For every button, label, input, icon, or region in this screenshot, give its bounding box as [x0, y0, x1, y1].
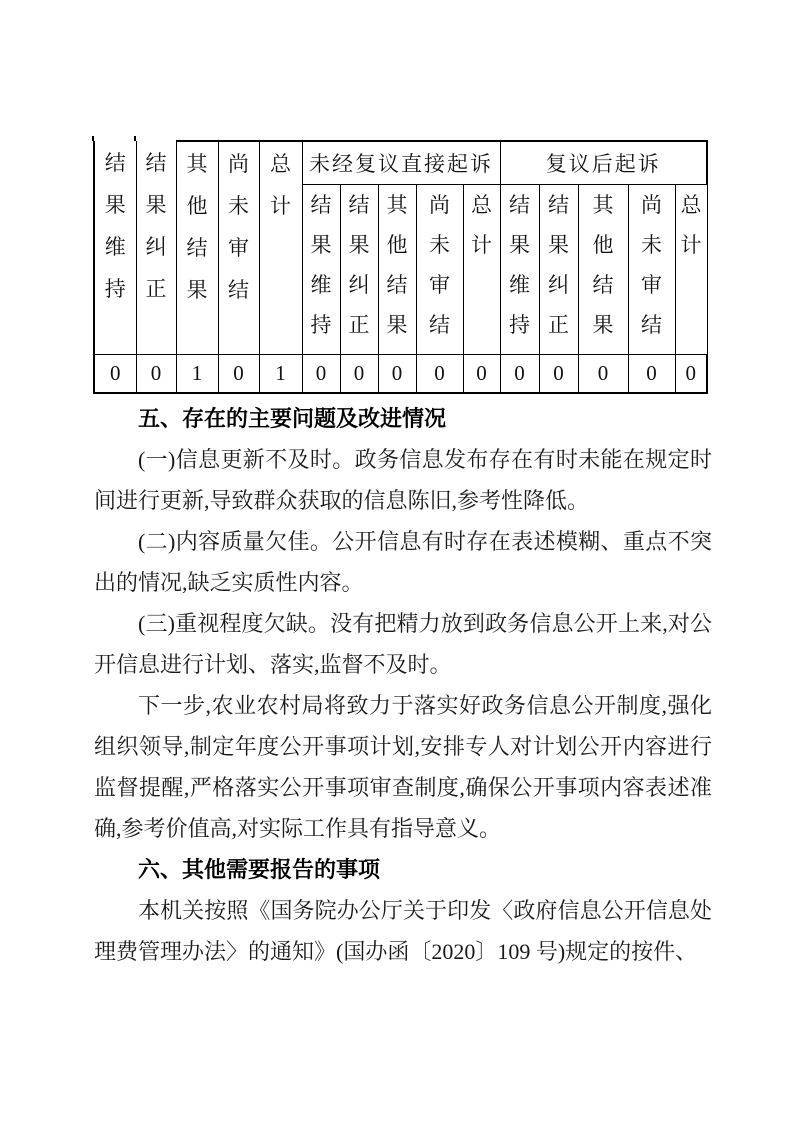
document-body [94, 398, 712, 972]
header-label: 尚未审结 [228, 152, 249, 302]
paragraph-issue-1: (一)信息更新不及时。政务信息发布存在有时未能在规定时间进行更新,导致群众获取的信息陈旧,参考性降低。 [94, 447, 712, 513]
subheader-other-result [378, 184, 416, 354]
subheader-total [463, 184, 500, 354]
data-cell: 0 [628, 354, 675, 393]
header-label: 结果纠正 [145, 151, 167, 301]
header-result-upheld [94, 141, 136, 354]
data-cell: 0 [340, 354, 378, 393]
data-cell: 0 [539, 354, 578, 393]
paragraph-issue-2: (二)内容质量欠佳。公开信息有时存在表述模糊、重点不突出的情况,缺乏实质性内容。 [94, 529, 712, 595]
header-other-result [176, 141, 218, 354]
data-cell: 0 [416, 354, 463, 393]
header-label: 结果纠正 [548, 192, 569, 337]
header-label: 结果维持 [310, 192, 332, 337]
header-label: 其他结果 [592, 192, 614, 337]
data-cell: 0 [675, 354, 707, 393]
header-label: 结果纠正 [348, 192, 370, 337]
data-cell: 0 [463, 354, 500, 393]
data-cell: 0 [302, 354, 340, 393]
subheader-result-corrected [539, 184, 578, 354]
data-cell: 1 [176, 354, 218, 393]
group-header-direct-lawsuit: 未经复议直接起诉 [302, 141, 500, 184]
data-cell: 0 [218, 354, 259, 393]
data-cell: 0 [136, 354, 176, 393]
header-label: 其他结果 [186, 152, 208, 302]
data-cell: 0 [500, 354, 539, 393]
header-not-yet-concluded [218, 141, 259, 354]
header-label: 其他结果 [386, 192, 408, 337]
data-cell: 1 [259, 354, 302, 393]
section5-heading: 五、存在的主要问题及改进情况 [138, 406, 447, 431]
group-header-lawsuit-after-reconsideration: 复议后起诉 [500, 141, 707, 184]
paragraph-issue-3: (三)重视程度欠缺。没有把精力放到政务信息公开上来,对公开信息进行计划、落实,监督不及时。 [94, 611, 712, 677]
subheader-result-upheld [302, 184, 340, 354]
header-label: 尚未审结 [641, 192, 662, 337]
header-label: 尚未审结 [429, 192, 450, 337]
subheader-not-yet-concluded [628, 184, 675, 354]
section6-heading: 六、其他需要报告的事项 [138, 857, 381, 882]
header-label: 总计 [680, 192, 702, 257]
header-label: 总计 [471, 192, 492, 257]
paragraph-other-matters: 本机关按照《国务院办公厅关于印发〈政府信息公开信息处理费管理办法〉的通知》(国办函〔2020〕109 号)规定的按件、 [94, 898, 712, 964]
subheader-result-corrected [340, 184, 378, 354]
header-result-corrected [136, 141, 176, 354]
data-cell: 0 [94, 354, 136, 393]
header-label: 总计 [270, 152, 291, 218]
data-cell: 0 [378, 354, 416, 393]
header-label: 结果维持 [509, 192, 530, 337]
subheader-not-yet-concluded [416, 184, 463, 354]
subheader-result-upheld [500, 184, 539, 354]
header-total [259, 141, 302, 354]
paragraph-next-steps: 下一步,农业农村局将致力于落实好政务信息公开制度,强化组织领导,制定年度公开事项计划,安排专人对计划公开内容进行监督提醒,严格落实公开事项审查制度,确保公开事项内容表述准确,参考价值高,对实际工作具有指导意义。 [94, 693, 712, 841]
litigation-results-table [93, 140, 708, 394]
data-cell: 0 [578, 354, 628, 393]
header-label: 结果维持 [104, 151, 126, 301]
subheader-total [675, 184, 707, 354]
subheader-other-result [578, 184, 628, 354]
